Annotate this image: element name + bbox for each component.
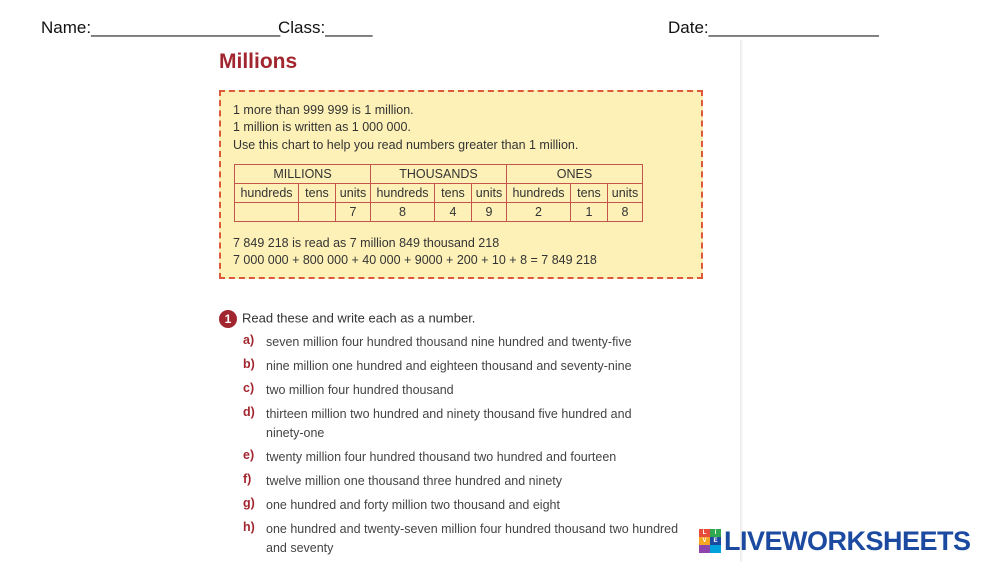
question-number-badge: 1 (219, 310, 237, 328)
logo-grid-icon (699, 529, 721, 553)
date-field[interactable]: Date:__________________ (668, 18, 879, 37)
class-field[interactable]: Class:_____ (278, 18, 373, 37)
question-item-text: thirteen million two hundred and ninety thousand five hundred and (266, 407, 632, 421)
chart-column-row (235, 184, 643, 203)
question-item-text: seven million four hundred thousand nine hundred and twenty-five (266, 335, 632, 349)
chart-column-header: hundreds (371, 184, 435, 203)
chart-group-header: MILLIONS (235, 165, 371, 184)
chart-column-header: tens (571, 184, 608, 203)
chart-column-header: units (336, 184, 371, 203)
question-item-letter: h) (243, 520, 255, 534)
logo-text: LIVEWORKSHEETS (724, 526, 971, 556)
question-item-text: nine million one hundred and eighteen thousand and seventy-nine (266, 359, 632, 373)
chart-column-header: hundreds (507, 184, 571, 203)
question-header (219, 310, 475, 328)
chart-column-header: units (472, 184, 507, 203)
question-item-letter: e) (243, 448, 255, 462)
place-value-chart (234, 164, 643, 222)
question-item-text: ninety-one (266, 426, 325, 440)
question-item-text: twenty million four hundred thousand two hundred and fourteen (266, 450, 617, 464)
chart-value-cell: 8 (371, 203, 435, 222)
info-line: 1 more than 999 999 is 1 million. (233, 103, 414, 117)
chart-value-cell (235, 203, 299, 222)
name-field[interactable]: Name:____________________ (41, 18, 281, 37)
info-box (219, 90, 703, 279)
question-item-text: one hundred and forty million two thousand and eight (266, 498, 560, 512)
chart-column-header: units (608, 184, 643, 203)
question-item-letter: b) (243, 357, 255, 371)
question-item-text: one hundred and twenty-seven million four hundred thousand two hundred (266, 522, 679, 536)
page-edge-shadow (740, 40, 743, 562)
logo-grid-cell (710, 545, 721, 553)
question-item-letter: d) (243, 405, 255, 419)
info-line: 1 million is written as 1 000 000. (233, 120, 411, 134)
logo-grid-cell (699, 545, 710, 553)
chart-group-header: THOUSANDS (371, 165, 507, 184)
question-item-text: and seventy (266, 541, 334, 555)
chart-value-cell: 9 (472, 203, 507, 222)
question-item-letter: c) (243, 381, 255, 395)
info-line: Use this chart to help you read numbers greater than 1 million. (233, 138, 579, 152)
chart-column-header: hundreds (235, 184, 299, 203)
chart-value-cell: 7 (336, 203, 371, 222)
logo-grid-cell: I (710, 529, 721, 537)
chart-group-row (235, 165, 643, 184)
chart-value-cell: 1 (571, 203, 608, 222)
question-prompt: Read these and write each as a number. (242, 310, 476, 326)
question-item-text: twelve million one thousand three hundred and ninety (266, 474, 563, 488)
question-item-letter: a) (243, 333, 255, 347)
question-item-letter: g) (243, 496, 255, 510)
question-item-letter: f) (243, 472, 252, 486)
chart-value-row (235, 203, 643, 222)
logo-grid-cell: E (710, 537, 721, 545)
logo-grid-cell: L (699, 529, 710, 537)
chart-group-header: ONES (507, 165, 643, 184)
chart-value-cell: 8 (608, 203, 643, 222)
logo-grid-cell: V (699, 537, 710, 545)
expansion-line: 7 000 000 + 800 000 + 40 000 + 9000 + 200 + 10 + 8 = 7 849 218 (233, 253, 597, 267)
chart-value-cell: 4 (435, 203, 472, 222)
chart-value-cell (299, 203, 336, 222)
chart-column-header: tens (435, 184, 472, 203)
page-title: Millions (219, 50, 298, 73)
question-item-text: two million four hundred thousand (266, 383, 454, 397)
example-line: 7 849 218 is read as 7 million 849 thousand 218 (233, 236, 500, 250)
chart-column-header: tens (299, 184, 336, 203)
chart-value-cell: 2 (507, 203, 571, 222)
